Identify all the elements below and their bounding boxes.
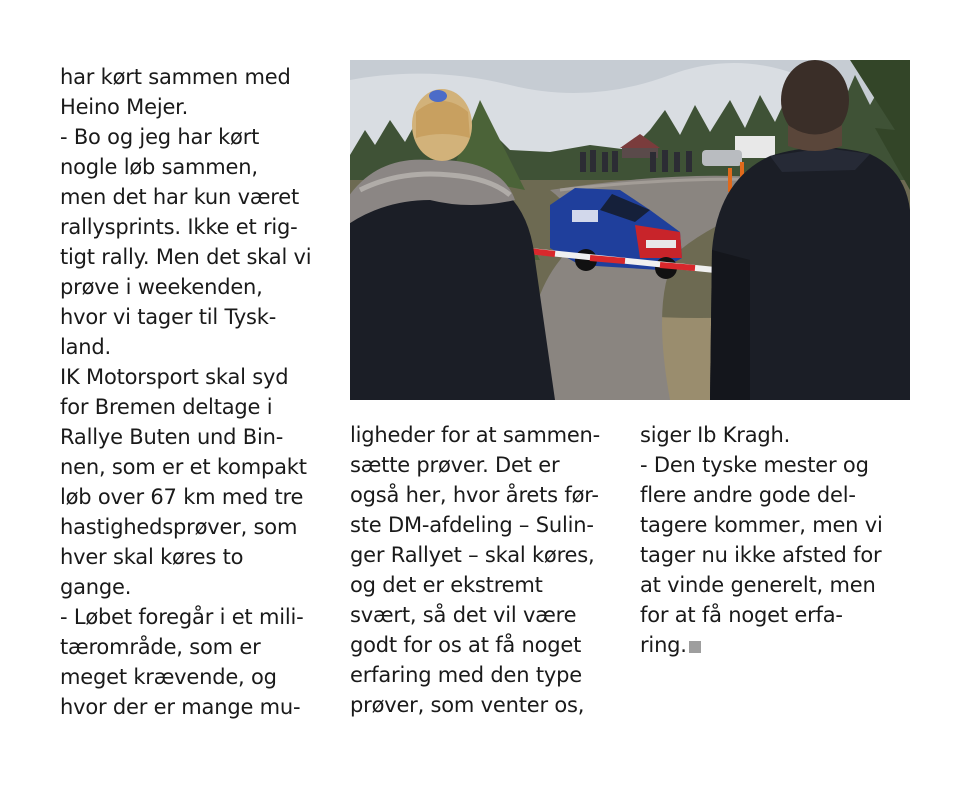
article-line: land. bbox=[60, 335, 112, 359]
article-line: flere andre gode del- bbox=[640, 483, 856, 507]
article-line: for at få noget erfa- bbox=[640, 603, 843, 627]
article-line: tigt rally. Men det skal vi bbox=[60, 245, 312, 269]
article-line: ger Rallyet – skal køres, bbox=[350, 543, 595, 567]
article-line: ligheder for at sammen- bbox=[350, 423, 601, 447]
article-line: gange. bbox=[60, 575, 132, 599]
article-line: Heino Mejer. bbox=[60, 95, 189, 119]
article-column-3 bbox=[640, 420, 920, 660]
article-line: siger Ib Kragh. bbox=[640, 423, 791, 447]
article-line: nogle løb sammen, bbox=[60, 155, 258, 179]
article-line: tager nu ikke afsted for bbox=[640, 543, 882, 567]
article-line: tagere kommer, men vi bbox=[640, 513, 883, 537]
article-line: - Den tyske mester og bbox=[640, 453, 869, 477]
article-line: tærområde, som er bbox=[60, 635, 261, 659]
article-line: IK Motorsport skal syd bbox=[60, 365, 289, 389]
article-line: prøve i weekenden, bbox=[60, 275, 263, 299]
article-line: hastighedsprøver, som bbox=[60, 515, 298, 539]
article-line: rallysprints. Ikke et rig- bbox=[60, 215, 298, 239]
rally-photo bbox=[350, 60, 910, 400]
article-line: ste DM-afdeling – Sulin- bbox=[350, 513, 594, 537]
article-line: - Bo og jeg har kørt bbox=[60, 125, 260, 149]
article-line: meget krævende, og bbox=[60, 665, 277, 689]
article-line: har kørt sammen med bbox=[60, 65, 291, 89]
article-line: svært, så det vil være bbox=[350, 603, 577, 627]
article-line: prøver, som venter os, bbox=[350, 693, 585, 717]
article-line: løb over 67 km med tre bbox=[60, 485, 304, 509]
article-line: og det er ekstremt bbox=[350, 573, 543, 597]
article-column-2 bbox=[350, 420, 630, 720]
article-line: erfaring med den type bbox=[350, 663, 582, 687]
article-line: at vinde generelt, men bbox=[640, 573, 876, 597]
article-line: ring. bbox=[640, 630, 920, 660]
article-line: sætte prøver. Det er bbox=[350, 453, 560, 477]
article-line: men det har kun været bbox=[60, 185, 299, 209]
article-column-1 bbox=[60, 62, 340, 722]
article-line: nen, som er et kompakt bbox=[60, 455, 307, 479]
article-line: også her, hvor årets før- bbox=[350, 483, 599, 507]
article-line: godt for os at få noget bbox=[350, 633, 582, 657]
article-line: hvor der er mange mu- bbox=[60, 695, 301, 719]
end-of-article-mark bbox=[689, 641, 701, 653]
article-line: hvor vi tager til Tysk- bbox=[60, 305, 277, 329]
article-line: Rallye Buten und Bin- bbox=[60, 425, 284, 449]
article-line: for Bremen deltage i bbox=[60, 395, 273, 419]
article-line: - Løbet foregår i et mili- bbox=[60, 605, 304, 629]
article-line: hver skal køres to bbox=[60, 545, 244, 569]
